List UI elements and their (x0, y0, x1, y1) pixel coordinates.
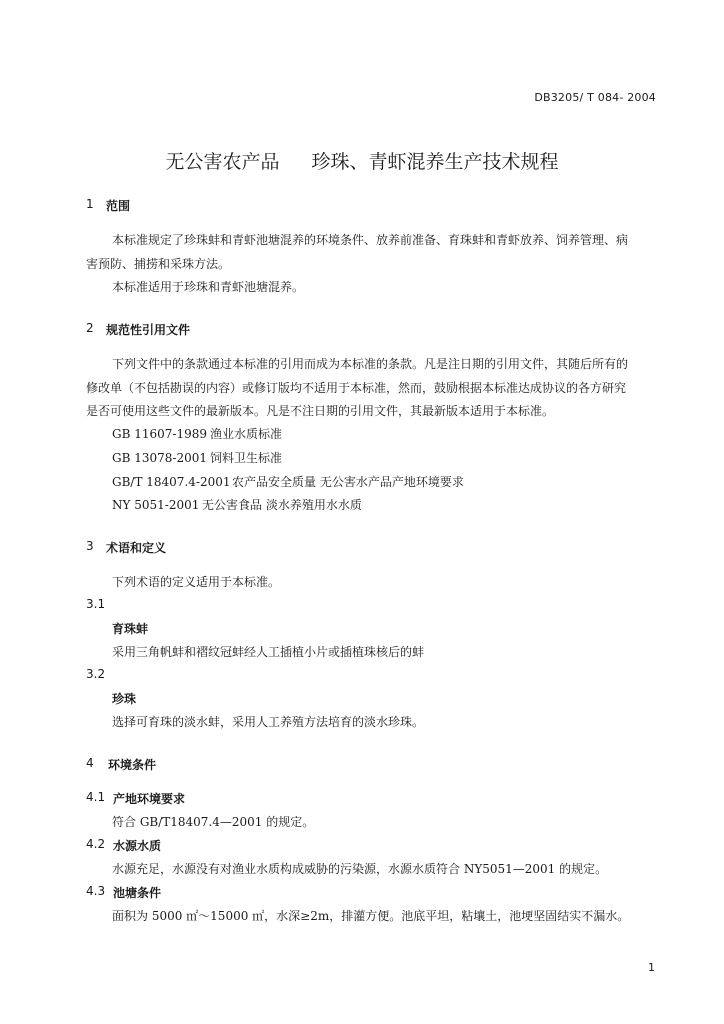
term-3-2-title: 珍珠 (112, 692, 137, 706)
subsection-4-3-title: 池塘条件 (113, 886, 162, 900)
term-3-1-number: 3.1 (86, 597, 106, 611)
section-2-title: 规范性引用文件 (106, 323, 191, 337)
section-3-title: 术语和定义 (106, 541, 167, 555)
subsection-4-1-text: 符合 GB/T18407.4—2001 的规定。 (112, 815, 315, 829)
reference-code: GB 11607-1989 (112, 427, 207, 441)
subsection-4-2-title: 水源水质 (113, 839, 162, 853)
section-1-title: 范围 (106, 199, 131, 213)
normative-reference (112, 449, 282, 466)
section-1-paragraph-line: 害预防、捕捞和采珠方法。 (86, 257, 231, 271)
reference-code: GB 13078-2001 (112, 451, 207, 465)
title-part-2: 珍珠、青虾混养生产技术规程 (311, 151, 559, 173)
section-2-paragraph-line: 下列文件中的条款通过本标准的引用而成为本标准的条款。凡是注日期的引用文件，其随后所有的 (112, 357, 629, 371)
page-title (0, 147, 724, 174)
section-1-paragraph-line: 本标准规定了珍珠蚌和青虾池塘混养的环境条件、放养前准备、育珠蚌和青虾放养、饲养管理、病 (112, 233, 629, 247)
title-part-1: 无公害农产品 (165, 151, 280, 173)
subsection-4-2-text: 水源充足，水源没有对渔业水质构成威胁的污染源，水源水质符合 NY5051—2001 的规定。 (112, 862, 608, 876)
page-number: 1 (648, 961, 655, 974)
section-3-number: 3 (86, 539, 94, 553)
subsection-4-3-text: 面积为 5000 ㎡～15000 ㎡，水深≥2m，排灌方便。池底平坦，粘壤土，池埂坚固结实不漏水。 (112, 909, 630, 923)
standard-code: DB3205/ T 084- 2004 (534, 91, 656, 104)
term-3-2-number: 3.2 (86, 667, 106, 681)
section-1-number: 1 (86, 197, 94, 211)
section-2-paragraph-line: 是否可使用这些文件的最新版本。凡是不注日期的引用文件，其最新版本适用于本标准。 (86, 404, 555, 418)
normative-reference (112, 496, 362, 513)
term-3-2-definition: 选择可育珠的淡水蚌，采用人工养殖方法培育的淡水珍珠。 (112, 715, 425, 729)
section-2-paragraph-line: 修改单（不包括勘误的内容）或修订版均不适用于本标准，然而，鼓励根据本标准达成协议的各方研究 (86, 381, 627, 395)
subsection-4-1-title: 产地环境要求 (113, 792, 186, 806)
reference-code: GB/T 18407.4-2001 (112, 475, 231, 489)
term-3-1-definition: 采用三角帆蚌和褶纹冠蚌经人工插植小片或插植珠核后的蚌 (112, 645, 425, 659)
subsection-4-2-number: 4.2 (86, 837, 106, 851)
section-4-title: 环境条件 (108, 758, 157, 772)
normative-reference (112, 425, 282, 442)
normative-reference (112, 473, 464, 490)
reference-name: 农产品安全质量 无公害水产品产地环境要求 (232, 475, 464, 489)
subsection-4-1-number: 4.1 (86, 790, 106, 804)
reference-code: NY 5051-2001 (112, 498, 200, 512)
reference-name: 无公害食品 淡水养殖用水水质 (202, 498, 362, 512)
section-3-intro: 下列术语的定义适用于本标准。 (112, 575, 281, 589)
reference-name: 渔业水质标准 (210, 427, 283, 441)
subsection-4-3-number: 4.3 (86, 884, 106, 898)
reference-name: 饲料卫生标准 (210, 451, 283, 465)
section-2-number: 2 (86, 321, 94, 335)
section-1-paragraph: 本标准适用于珍珠和青虾池塘混养。 (112, 280, 305, 294)
term-3-1-title: 育珠蚌 (112, 622, 149, 636)
section-4-number: 4 (86, 756, 94, 770)
